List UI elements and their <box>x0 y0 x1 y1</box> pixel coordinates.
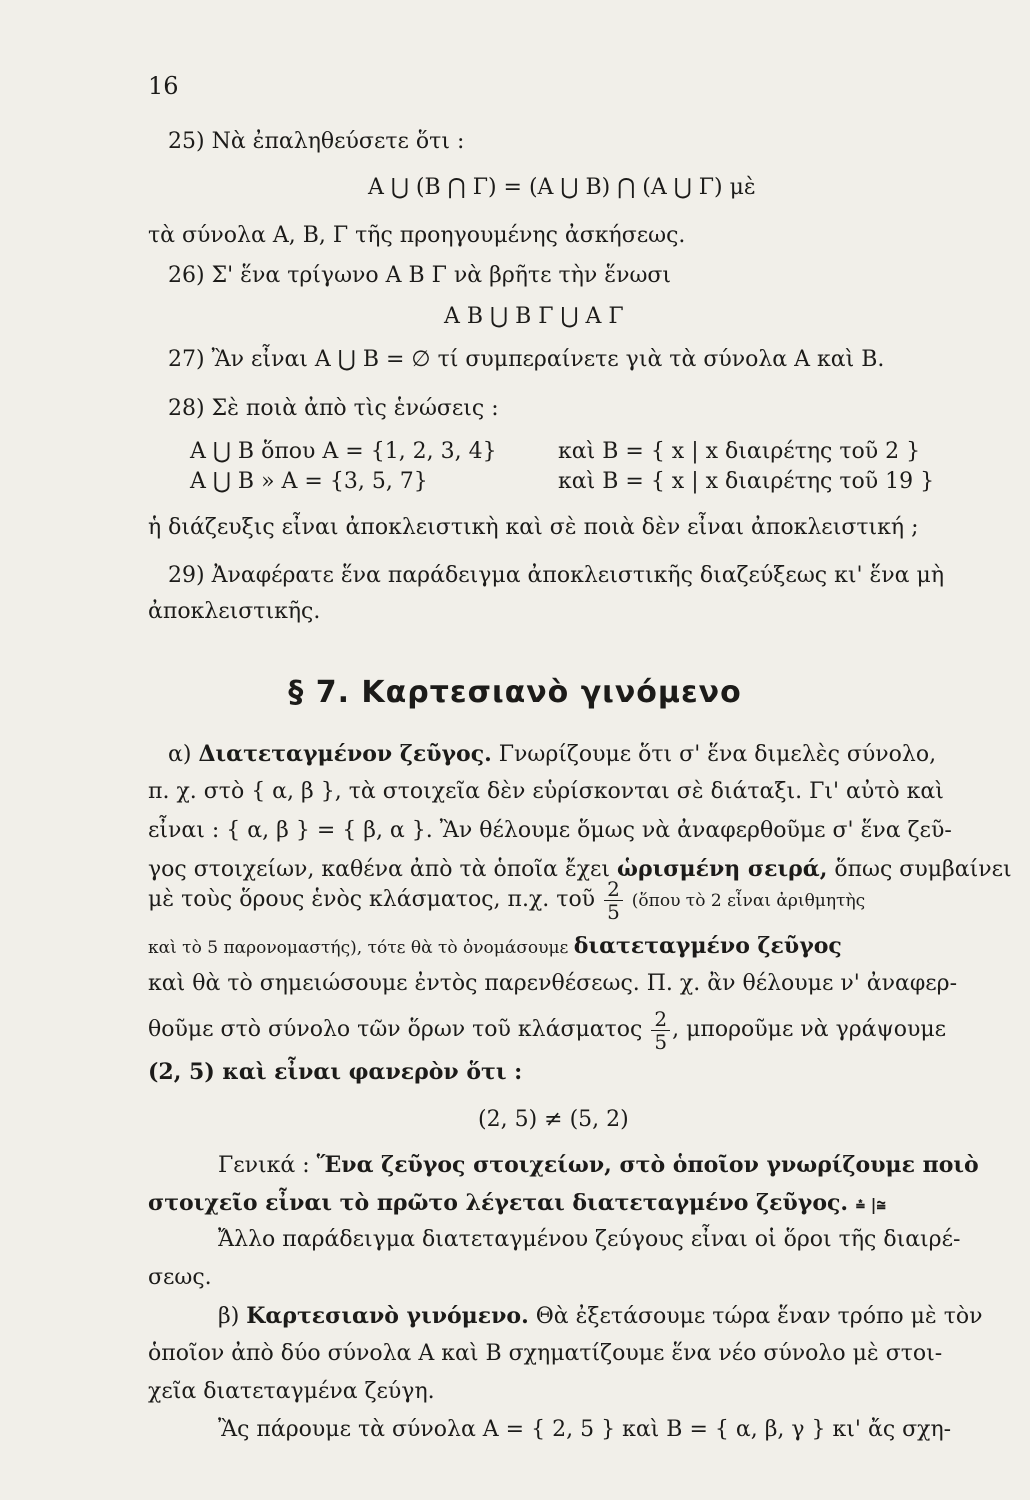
definition-line-1: Γενικά : Ἕνα ζεῦγος στοιχείων, στὸ ὁποῖον γνωρίζουμε ποιὸ <box>218 1152 979 1178</box>
part-a-example-cont: σεως. <box>148 1265 212 1290</box>
exercise-28-union-1: A ⋃ B ὅπου A = {1, 2, 3, 4} <box>190 439 497 464</box>
exercise-25-formula: A ⋃ (B ⋂ Γ) = (A ⋃ B) ⋂ (A ⋃ Γ) μὲ <box>368 175 756 200</box>
part-b-line-3: χεῖα διατεταγμένα ζεύγη. <box>148 1379 435 1404</box>
part-a-line-4: γος στοιχείων, καθένα ἀπὸ τὰ ὁποῖα ἔχει ὡρισμένη σειρά, ὅπως συμβαίνει <box>148 856 1012 882</box>
page-number: 16 <box>148 72 179 100</box>
part-a-line-8: θοῦμε στὸ σύνολο τῶν ὅρων τοῦ κλάσματος $\frac{2}{5}$ , μποροῦμε νὰ γράψουμε <box>148 1006 947 1054</box>
exercise-28-union-2: A ⋃ B » A = {3, 5, 7} <box>190 469 428 494</box>
exercise-27-prompt: 27) Ἂν εἶναι A ⋃ B = ∅ τί συμπεραίνετε γιὰ τὰ σύνολα A καὶ B. <box>168 347 885 372</box>
part-a-line-3: εἶναι : { α, β } = { β, α }. Ἂν θέλουμε ὅμως νὰ ἀναφερθοῦμε σ' ἕνα ζεῦ- <box>148 818 952 843</box>
ordered-pair-inequality: (2, 5) ≠ (5, 2) <box>478 1107 629 1132</box>
exercise-28-question: ἡ διάζευξις εἶναι ἀποκλειστικὴ καὶ σὲ ποιὰ δὲν εἶναι ἀποκλειστική ; <box>148 515 919 540</box>
fraction: $\frac{2}{5}$ <box>604 878 623 923</box>
exercise-26-prompt: 26) Σ' ἕνα τρίγωνο Α Β Γ νὰ βρῆτε τὴν ἕνωσι <box>168 263 672 288</box>
part-a-line-6: καὶ τὸ 5 παρονομαστής), τότε θὰ τὸ ὀνομάσουμε διατεταγμένο ζεῦγος <box>148 933 842 959</box>
part-a-line-2: π. χ. στὸ { α, β }, τὰ στοιχεῖα δὲν εὑρίσκονται σὲ διάταξι. Γι' αὐτὸ καὶ <box>148 779 944 804</box>
part-a-line-9: (2, 5) καὶ εἶναι φανερὸν ὅτι : <box>148 1059 523 1085</box>
part-b-line-1: β) Καρτεσιανὸ γινόμενο. Θὰ ἐξετάσουμε τώρα ἕναν τρόπο μὲ τὸν <box>218 1303 983 1329</box>
part-a-line-7: καὶ θὰ τὸ σημειώσουμε ἐντὸς παρενθέσεως. Π. χ. ἂν θέλουμε ν' ἀναφερ- <box>148 971 958 996</box>
exercise-28-union-2-b: καὶ B = { x | x διαιρέτης τοῦ 19 } <box>558 469 935 494</box>
term-ordered-pair: Διατεταγμένον ζεῦγος. <box>198 741 492 767</box>
margin-mark: ⩮ |≅ <box>855 1195 886 1214</box>
term-cartesian-product: Καρτεσιανὸ γινόμενο. <box>246 1303 529 1329</box>
part-a-line-5: μὲ τοὺς ὅρους ἑνὸς κλάσματος, π.χ. τοῦ $\frac{2}{5}$ (ὅπου τὸ 2 εἶναι ἀριθμητὴς <box>148 876 866 924</box>
part-b-line-4: Ἂς πάρουμε τὰ σύνολα A = { 2, 5 } καὶ B = { α, β, γ } κι' ἄς σχη- <box>218 1417 952 1442</box>
definition-line-2: στοιχεῖο εἶναι τὸ πρῶτο λέγεται διατεταγμένο ζεῦγος. ⩮ |≅ <box>148 1190 886 1216</box>
part-a-line-1: α) Διατεταγμένον ζεῦγος. Γνωρίζουμε ὅτι σ' ἕνα διμελὲς σύνολο, <box>168 741 937 767</box>
exercise-29-prompt-cont: ἀποκλειστικῆς. <box>148 599 321 624</box>
part-b-line-2: ὁποῖον ἀπὸ δύο σύνολα A καὶ B σχηματίζουμε ἕνα νέο σύνολο μὲ στοι- <box>148 1341 943 1366</box>
exercise-29-prompt: 29) Ἀναφέρατε ἕνα παράδειγμα ἀποκλειστικῆς διαζεύξεως κι' ἕνα μὴ <box>168 563 944 588</box>
exercise-28-union-1-b: καὶ B = { x | x διαιρέτης τοῦ 2 } <box>558 439 921 464</box>
exercise-25-prompt: 25) Νὰ ἐπαληθεύσετε ὅτι : <box>168 129 465 154</box>
fraction: $\frac{2}{5}$ <box>651 1008 670 1053</box>
exercise-26-formula: Α Β ⋃ Β Γ ⋃ Α Γ <box>444 304 624 329</box>
part-a-example-line: Ἄλλο παράδειγμα διατεταγμένου ζεύγους εἶναι οἱ ὅροι τῆς διαιρέ- <box>218 1227 961 1252</box>
exercise-25-sets: τὰ σύνολα A, B, Γ τῆς προηγουμένης ἀσκήσεως. <box>148 223 686 248</box>
exercise-28-prompt: 28) Σὲ ποιὰ ἀπὸ τὶς ἑνώσεις : <box>168 396 499 421</box>
section-heading: § 7. Καρτεσιανὸ γινόμενο <box>288 675 742 710</box>
